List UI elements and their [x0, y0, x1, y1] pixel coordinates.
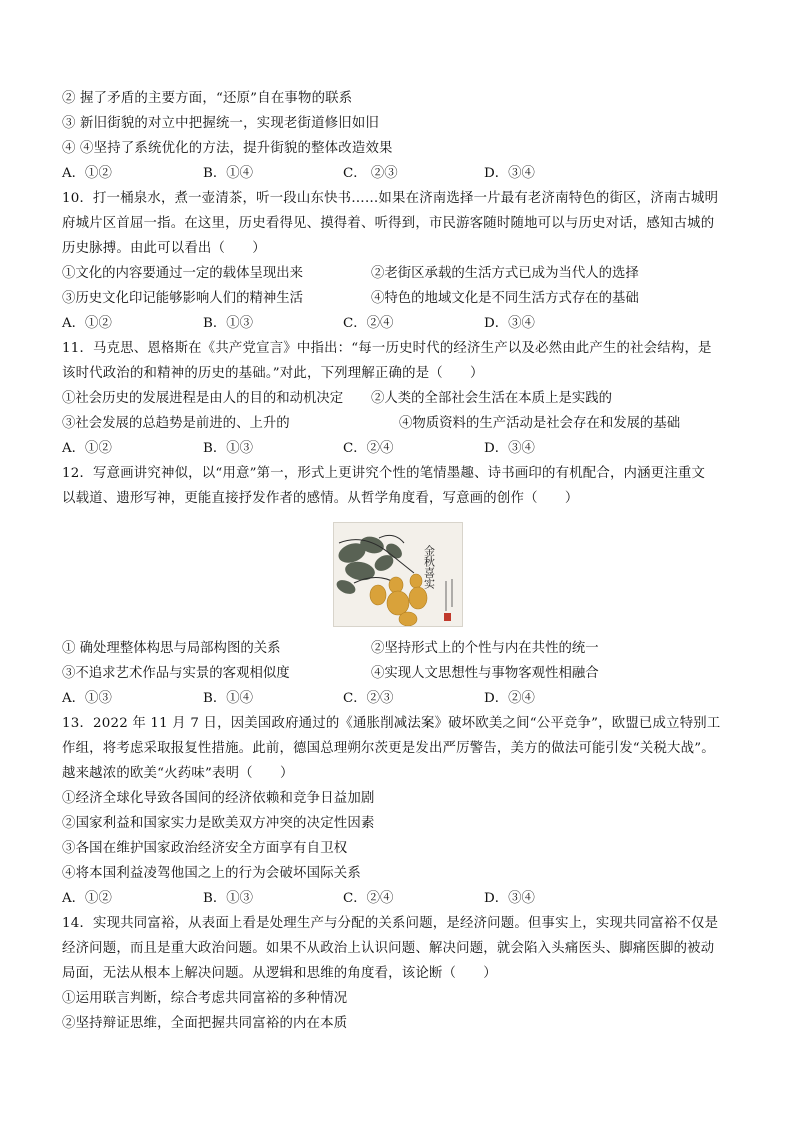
q14-stem-line-3: 局面，无法从根本上解决问题。从逻辑和思维的角度看，该论断（ ）: [62, 966, 497, 981]
q13-statement-1: ①经济全球化导致各国间的经济依赖和竞争日益加剧: [62, 791, 375, 806]
q10-statement-1: ①文化的内容要通过一定的载体呈现出来: [62, 266, 304, 281]
q11-option-c: C．②④: [343, 441, 394, 456]
q11-stem-line-1: 11．马克思、恩格斯在《共产党宣言》中指出：“每一历史时代的经济生产以及必然由此产生的社会结构，是: [62, 341, 712, 356]
q13-option-a: A．①②: [62, 891, 112, 906]
q14-stem-line-1: 14．实现共同富裕，从表面上看是处理生产与分配的关系问题，是经济问题。但事实上，实现共同富裕不仅是: [62, 916, 719, 931]
gourd-painting-graphic: [334, 523, 462, 626]
q13-option-d: D．③④: [484, 891, 535, 906]
ink-painting-image: [333, 522, 463, 627]
q9-option-a: A．①②: [62, 166, 112, 181]
q12-stem-line-1: 12．写意画讲究神似，以“用意”第一，形式上更讲究个性的笔情墨趣、诗书画印的有机配合，内涵更注重文: [62, 466, 706, 481]
q11-option-d: D．③④: [484, 441, 535, 456]
q11-stem-line-2: 该时代政治的和精神的历史的基础。”对此，下列理解正确的是（ ）: [62, 366, 484, 381]
q10-option-d: D．③④: [484, 316, 535, 331]
q13-statement-2: ②国家利益和国家实力是欧美双方冲突的决定性因素: [62, 816, 375, 831]
q12-option-a: A．①③: [62, 691, 112, 706]
q13-stem-line-3: 越来越浓的欧美“火药味”表明（ ）: [62, 766, 294, 781]
q10-stem-line-1: 10．打一桶泉水，煮一壶清茶，听一段山东快书……如果在济南选择一片最有老济南特色的街区，济南古城明: [62, 191, 719, 206]
q9-statement-4: ④ ④坚持了系统优化的方法，提升街貌的整体改造效果: [62, 141, 393, 156]
q9-statement-3: ③ 新旧街貌的对立中把握统一，实现老街道修旧如旧: [62, 116, 380, 131]
painting-title: 金秋喜实: [422, 545, 436, 589]
q11-option-b: B．①③: [203, 441, 254, 456]
q12-statement-3: ③不追求艺术作品与实景的客观相似度: [62, 666, 290, 681]
q13-option-c: C．②④: [343, 891, 394, 906]
q13-statement-4: ④将本国利益凌驾他国之上的行为会破坏国际关系: [62, 866, 361, 881]
q12-statement-2: ②坚持形式上的个性与内在共性的统一: [371, 641, 599, 656]
q13-stem-line-2: 作组，将考虑采取报复性措施。此前，德国总理朔尔茨更是发出严厉警告，美方的做法可能引发“关税大战”。: [62, 741, 715, 756]
q12-statement-1: ① 确处理整体构思与局部构图的关系: [62, 641, 281, 656]
q12-option-c: C．②③: [343, 691, 394, 706]
q10-statement-4: ④特色的地域文化是不同生活方式存在的基础: [371, 291, 639, 306]
q10-option-a: A．①②: [62, 316, 112, 331]
q12-option-d: D．②④: [484, 691, 535, 706]
q10-option-c: C．②④: [343, 316, 394, 331]
q12-option-b: B．①④: [203, 691, 254, 706]
q14-statement-2: ②坚持辩证思维，全面把握共同富裕的内在本质: [62, 1016, 348, 1031]
q12-stem-line-2: 以载道、遗形写神，更能直接抒发作者的感情。从哲学角度看，写意画的创作（ ）: [62, 491, 579, 506]
q10-stem-line-3: 历史脉搏。由此可以看出（ ）: [62, 241, 266, 256]
q13-statement-3: ③各国在维护国家政治经济安全方面享有自卫权: [62, 841, 348, 856]
q13-stem-line-1: 13．2022 年 11 月 7 日，因美国政府通过的《通胀削减法案》破坏欧美之间“公平竞争”，欧盟已成立特别工: [62, 716, 721, 731]
q10-statement-2: ②老街区承载的生活方式已成为当代人的选择: [371, 266, 639, 281]
q10-stem-line-2: 府城片区首屈一指。在这里，历史看得见、摸得着、听得到，市民游客随时随地可以与历史对话，感知古城的: [62, 216, 715, 231]
q11-statement-4: ④物质资料的生产活动是社会存在和发展的基础: [399, 416, 681, 431]
q11-statement-1: ①社会历史的发展进程是由人的目的和动机决定: [62, 391, 344, 406]
q12-statement-4: ④实现人文思想性与事物客观性相融合: [371, 666, 599, 681]
q11-statement-3: ③社会发展的总趋势是前进的、上升的: [62, 416, 290, 431]
q9-option-b: B．①④: [203, 166, 254, 181]
q10-statement-3: ③历史文化印记能够影响人们的精神生活: [62, 291, 304, 306]
q11-statement-2: ②人类的全部社会生活在本质上是实践的: [371, 391, 613, 406]
q13-option-b: B．①③: [203, 891, 254, 906]
q14-stem-line-2: 经济问题，而且是重大政治问题。如果不从政治上认识问题、解决问题，就会陷入头痛医头、脚痛医脚的被动: [62, 941, 715, 956]
q9-statement-2: ② 握了矛盾的主要方面，“还原”自在事物的联系: [62, 91, 353, 106]
q11-option-a: A．①②: [62, 441, 112, 456]
q14-statement-1: ①运用联言判断，综合考虑共同富裕的多种情况: [62, 991, 348, 1006]
q10-option-b: B．①③: [203, 316, 254, 331]
q9-option-d: D．③④: [484, 166, 535, 181]
q9-option-c: C． ②③: [343, 166, 398, 181]
red-seal-icon: [444, 613, 451, 621]
